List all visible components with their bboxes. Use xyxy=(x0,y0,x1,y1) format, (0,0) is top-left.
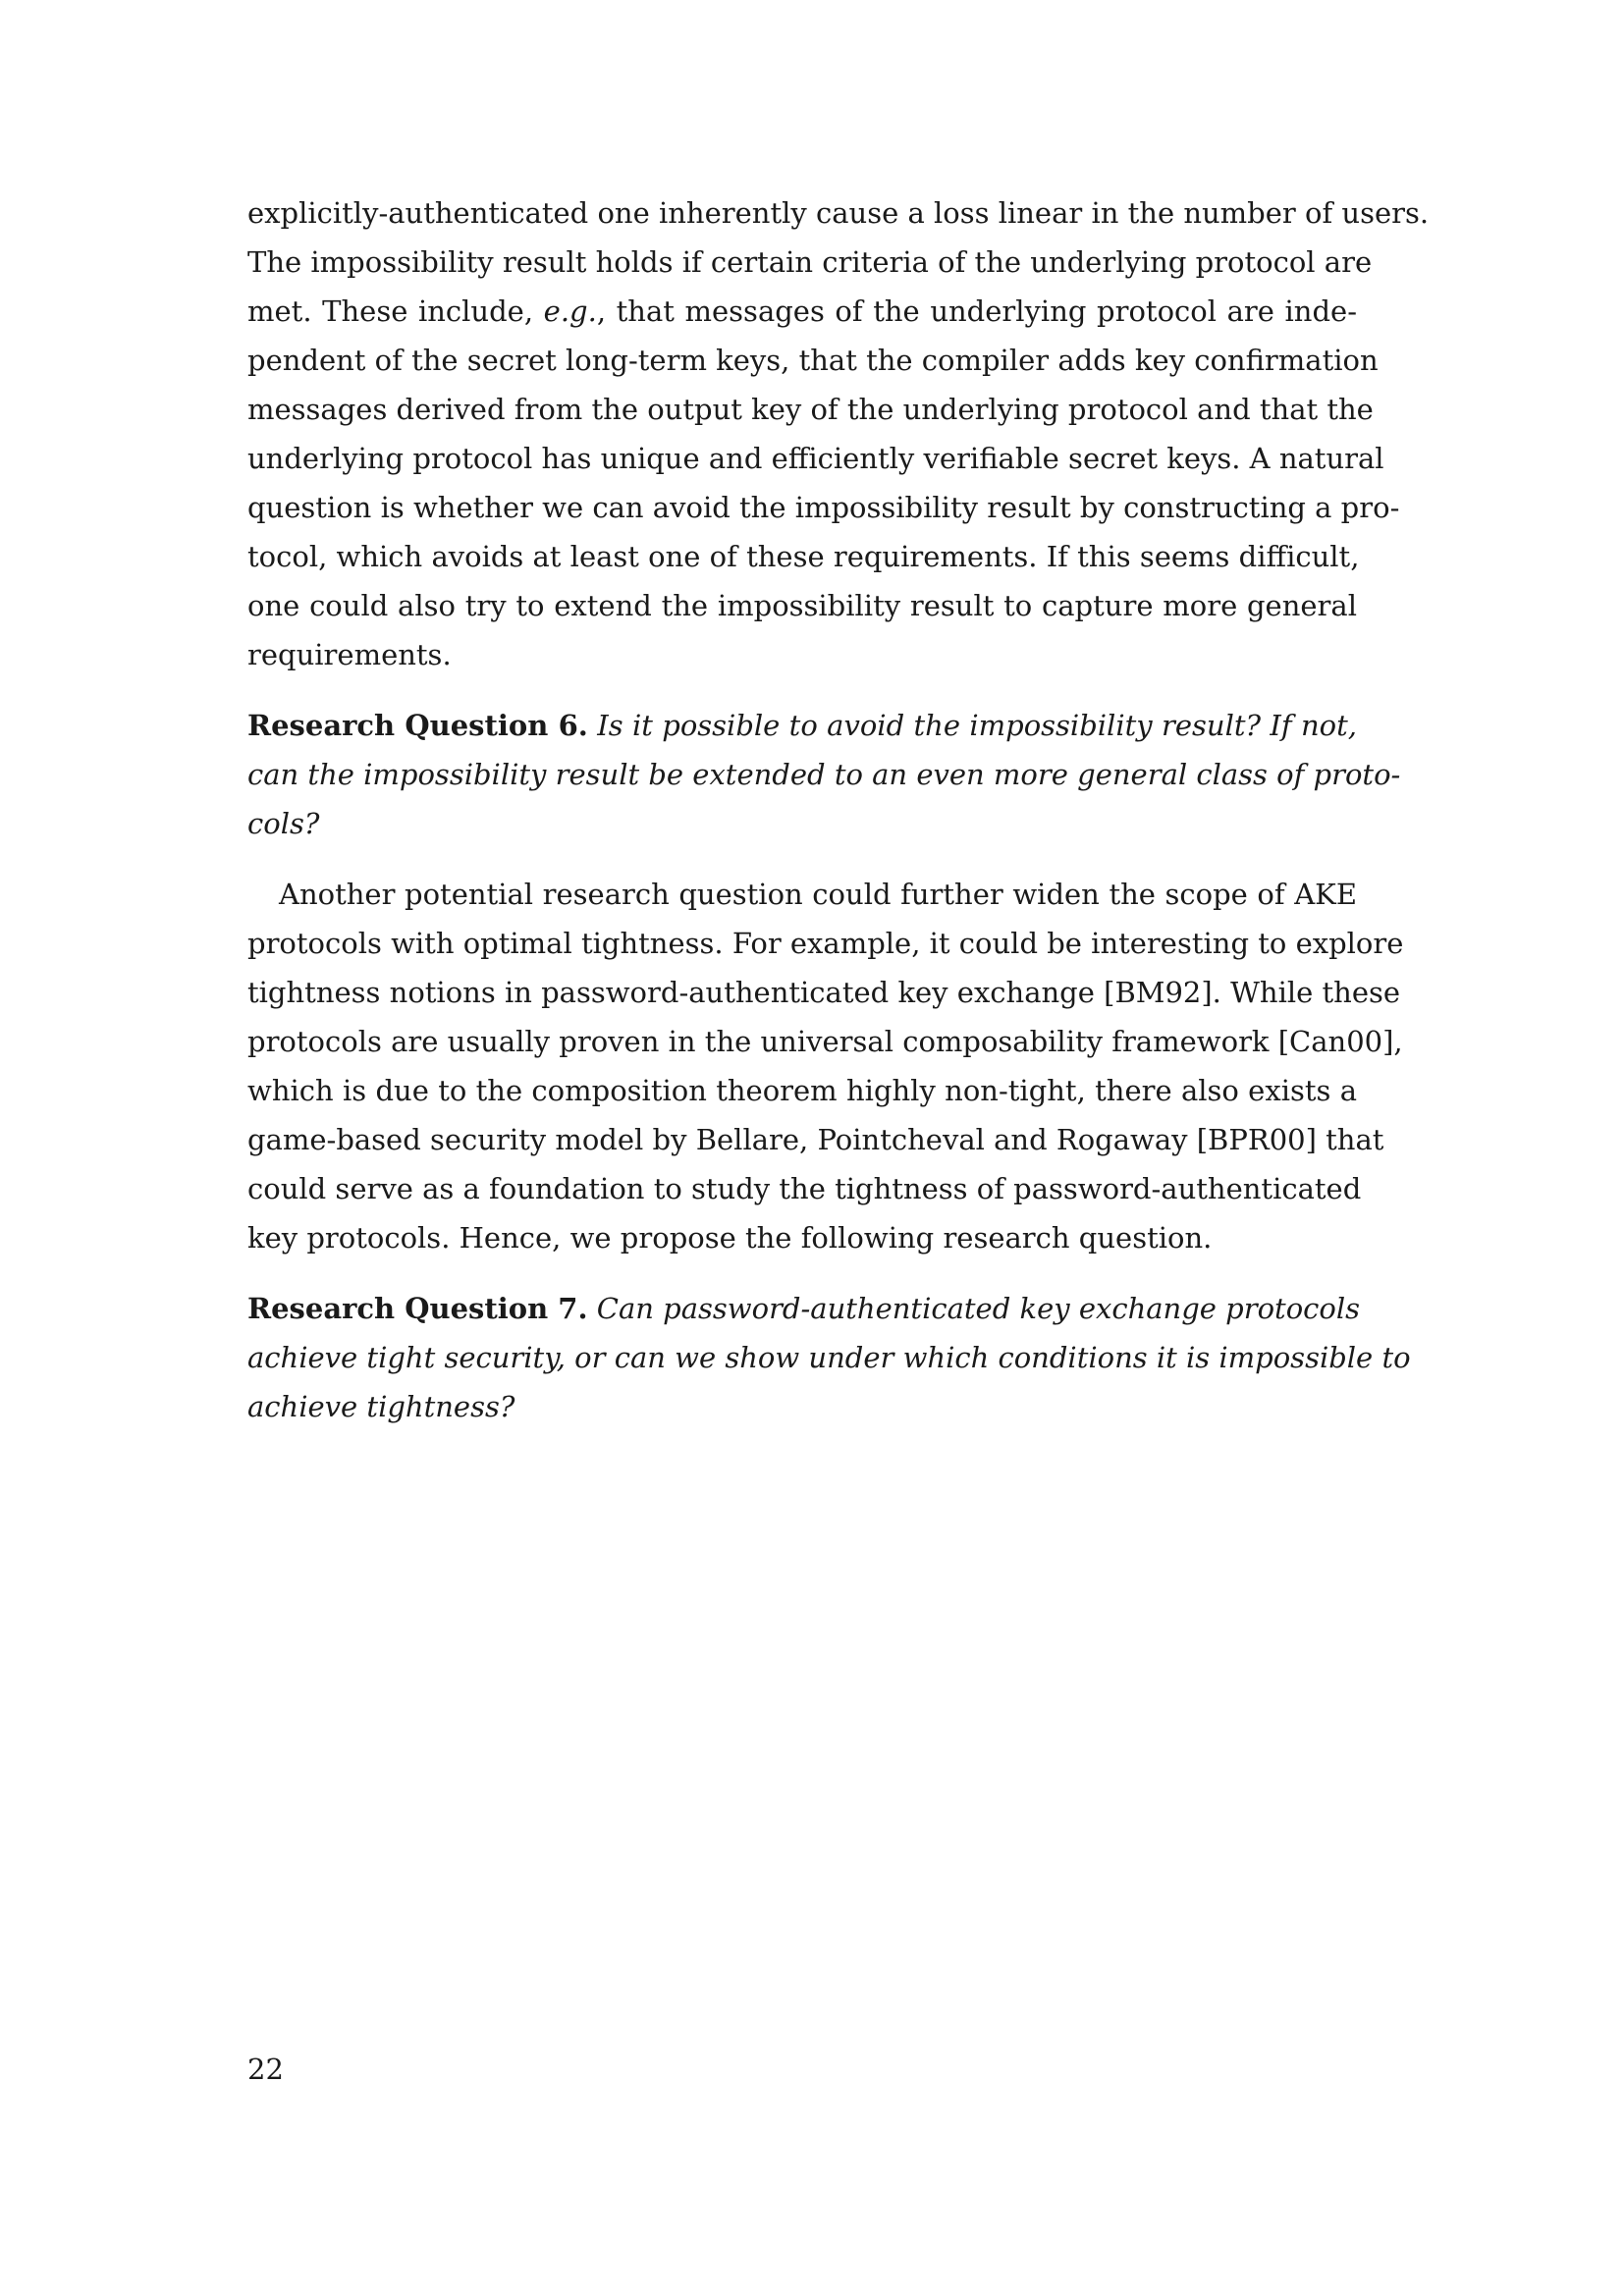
research-question-7 xyxy=(247,1284,1411,1431)
text-fragment: , that messages of the underlying protocol are inde- xyxy=(596,294,1357,328)
text-line xyxy=(247,701,1357,750)
text-line: underlying protocol has unique and efficiently verifiable secret keys. A natural xyxy=(247,442,1384,475)
research-question-heading: Research Question 6. xyxy=(247,709,588,742)
research-question-6 xyxy=(247,701,1401,848)
text-line: The impossibility result holds if certain criteria of the underlying protocol are xyxy=(247,245,1373,279)
research-question-text: Can password-authenticated key exchange protocols xyxy=(596,1292,1361,1325)
text-line: pendent of the secret long-term keys, that the compiler adds key confirmation xyxy=(247,344,1379,377)
paragraph-impossibility xyxy=(247,188,1430,679)
text-line: achieve tight security, or can we show under which conditions it is impossible to xyxy=(247,1341,1411,1374)
text-line: Another potential research question could further widen the scope of AKE xyxy=(279,878,1357,911)
text-fragment: met. These include, xyxy=(247,294,544,328)
text-line xyxy=(247,287,1357,336)
text-line: protocols with optimal tightness. For example, it could be interesting to explore xyxy=(247,927,1404,960)
text-line: question is whether we can avoid the impossibility result by constructing a pro- xyxy=(247,491,1400,524)
text-line: game-based security model by Bellare, Pointcheval and Rogaway [BPR00] that xyxy=(247,1123,1384,1156)
page-number: 22 xyxy=(247,2053,284,2086)
paragraph-password-ake xyxy=(247,870,1404,1262)
research-question-text: Is it possible to avoid the impossibility result? If not, xyxy=(597,709,1357,742)
text-line: tightness notions in password-authenticated key exchange [BM92]. While these xyxy=(247,976,1401,1009)
page-body xyxy=(247,188,1430,1431)
text-line: messages derived from the output key of the underlying protocol and that the xyxy=(247,393,1374,426)
text-line: which is due to the composition theorem highly non-tight, there also exists a xyxy=(247,1074,1357,1107)
text-line: cols? xyxy=(247,807,320,840)
text-line: key protocols. Hence, we propose the following research question. xyxy=(247,1221,1213,1255)
text-line: can the impossibility result be extended to an even more general class of proto- xyxy=(247,758,1401,791)
text-line: explicitly-authenticated one inherently cause a loss linear in the number of users. xyxy=(247,196,1430,230)
text-line: one could also try to extend the impossibility result to capture more general xyxy=(247,589,1357,622)
text-line xyxy=(247,1284,1361,1333)
text-line: requirements. xyxy=(247,638,452,671)
text-line: achieve tightness? xyxy=(247,1390,515,1423)
text-line: tocol, which avoids at least one of these requirements. If this seems difficult, xyxy=(247,540,1360,573)
text-line: could serve as a foundation to study the tightness of password-authenticated xyxy=(247,1172,1362,1205)
research-question-heading: Research Question 7. xyxy=(247,1292,588,1325)
abbreviation-eg: e.g. xyxy=(543,294,597,328)
text-line: protocols are usually proven in the universal composability framework [Can00], xyxy=(247,1025,1403,1058)
